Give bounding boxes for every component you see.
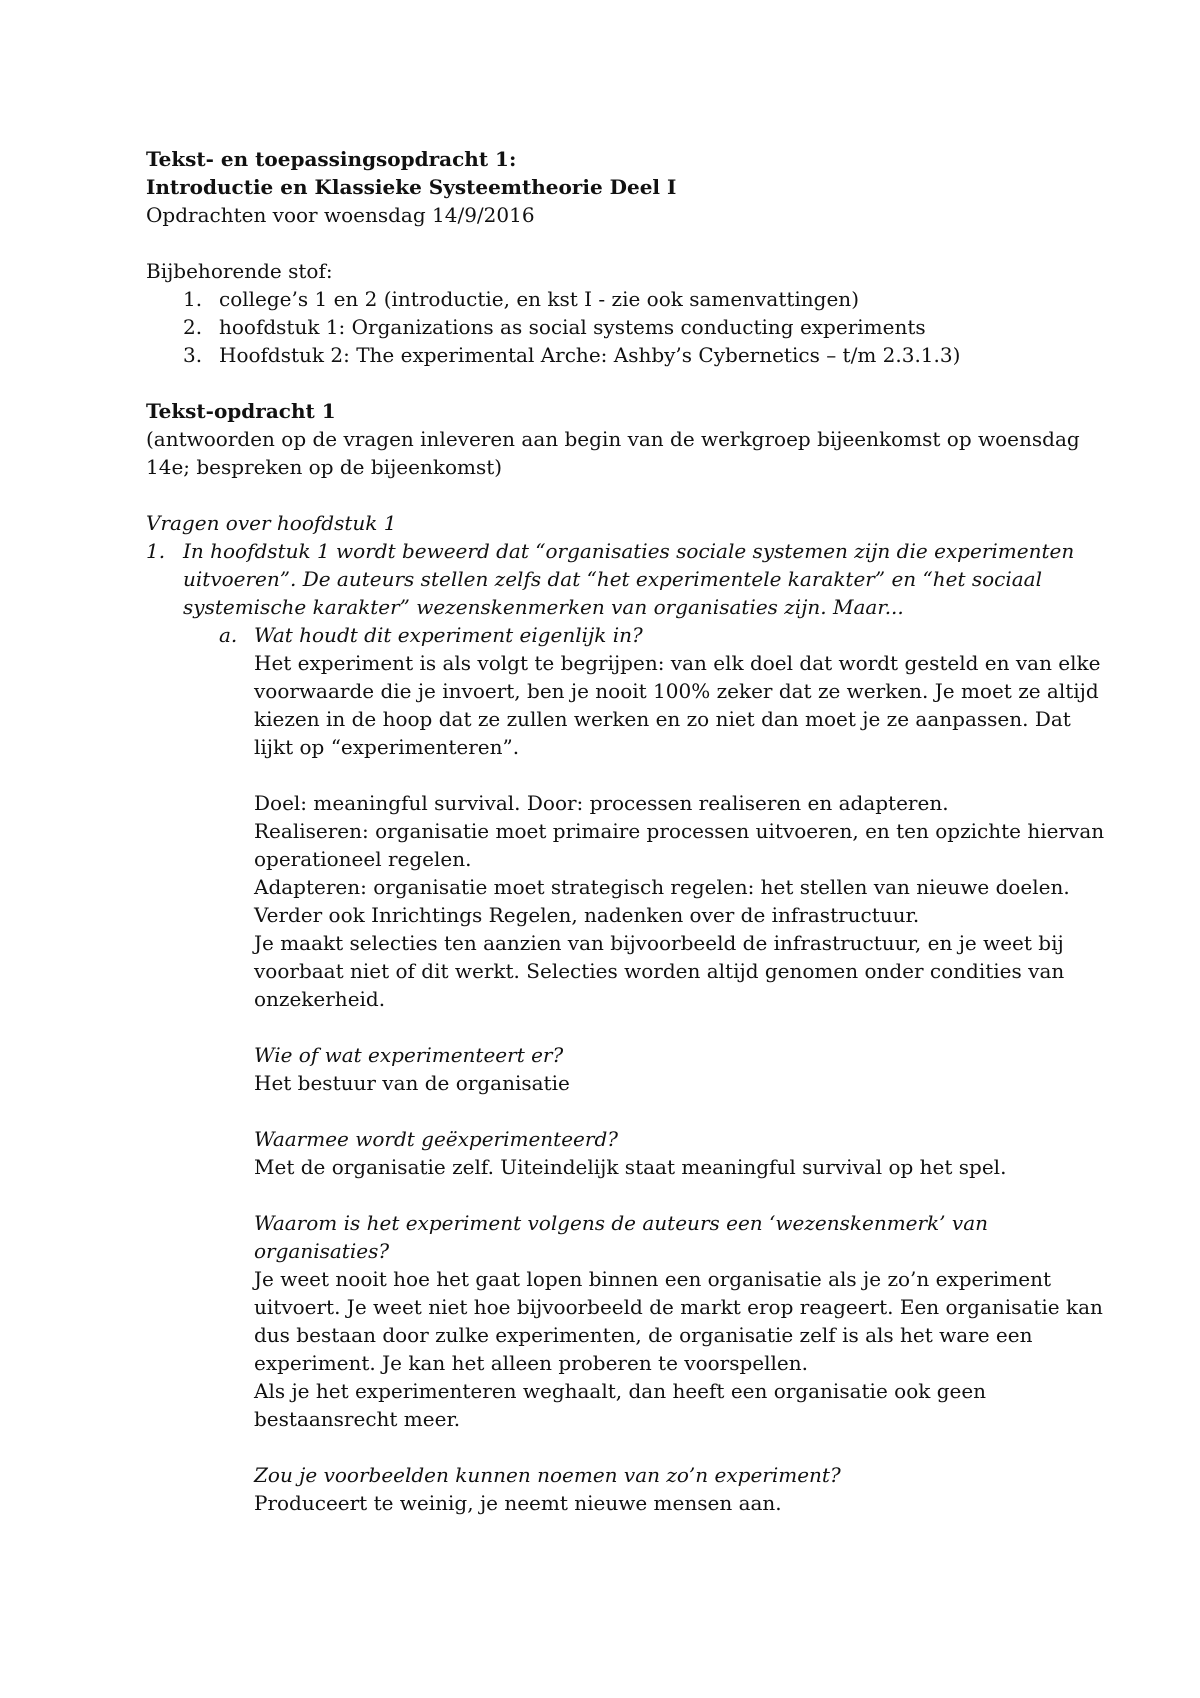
document-subtitle-title: Introductie en Klassieke Systeemtheorie Deel I (146, 175, 677, 199)
question-number: 1. (146, 539, 166, 563)
stof-item-number: 2. (183, 315, 203, 339)
subquestion-text: Zou je voorbeelden kunnen noemen van zo’n experiment? (254, 1463, 841, 1487)
subquestion-text: Wie of wat experimenteert er? (254, 1043, 564, 1067)
note-text: Je maakt selecties ten aanzien van bijvoorbeeld de infrastructuur, en je weet bij (254, 931, 1064, 955)
answer-text: experiment. Je kan het alleen proberen te voorspellen. (254, 1351, 808, 1375)
answer-text: Het bestuur van de organisatie (254, 1071, 570, 1095)
opdracht-instruction: (antwoorden op de vragen inleveren aan begin van de werkgroep bijeenkomst op woensdag (146, 427, 1080, 451)
subquestion-text: Wat houdt dit experiment eigenlijk in? (254, 623, 643, 647)
note-text: Doel: meaningful survival. Door: processen realiseren en adapteren. (254, 791, 949, 815)
note-text: voorbaat niet of dit werkt. Selecties worden altijd genomen onder condities van (254, 959, 1065, 983)
note-text: Verder ook Inrichtings Regelen, nadenken over de infrastructuur. (254, 903, 920, 927)
stof-item-number: 1. (183, 287, 203, 311)
opdracht-heading: Tekst-opdracht 1 (146, 399, 336, 423)
stof-heading: Bijbehorende stof: (146, 259, 333, 283)
answer-text: dus bestaan door zulke experimenten, de organisatie zelf is als het ware een (254, 1323, 1033, 1347)
subquestion-text: Waarom is het experiment volgens de auteurs een ‘wezenskenmerk’ van (254, 1211, 988, 1235)
note-text: operationeel regelen. (254, 847, 472, 871)
note-text: onzekerheid. (254, 987, 386, 1011)
answer-text: lijkt op “experimenteren”. (254, 735, 520, 759)
subquestion-letter: a. (219, 623, 238, 647)
answer-text: voorwaarde die je invoert, ben je nooit 100% zeker dat ze werken. Je moet ze altijd (254, 679, 1099, 703)
question-text: uitvoeren”. De auteurs stellen zelfs dat “het experimentele karakter” en “het sociaal (183, 567, 1043, 591)
stof-item: college’s 1 en 2 (introductie, en kst I - zie ook samenvattingen) (219, 287, 859, 311)
answer-text: Je weet nooit hoe het gaat lopen binnen een organisatie als je zo’n experiment (254, 1267, 1052, 1291)
subquestion-text: organisaties? (254, 1239, 390, 1263)
answer-text: uitvoert. Je weet niet hoe bijvoorbeeld de markt erop reageert. Een organisatie kan (254, 1295, 1103, 1319)
subquestion-text: Waarmee wordt geëxperimenteerd? (254, 1127, 618, 1151)
document-title: Tekst- en toepassingsopdracht 1: (146, 147, 517, 171)
answer-text: Met de organisatie zelf. Uiteindelijk staat meaningful survival op het spel. (254, 1155, 1007, 1179)
note-text: Realiseren: organisatie moet primaire processen uitvoeren, en ten opzichte hiervan (254, 819, 1105, 843)
stof-item: hoofdstuk 1: Organizations as social systems conducting experiments (219, 315, 926, 339)
assignment-date: Opdrachten voor woensdag 14/9/2016 (146, 203, 535, 227)
section-heading: Vragen over hoofdstuk 1 (146, 511, 397, 535)
note-text: Adapteren: organisatie moet strategisch regelen: het stellen van nieuwe doelen. (254, 875, 1070, 899)
answer-text: Als je het experimenteren weghaalt, dan heeft een organisatie ook geen (254, 1379, 987, 1403)
stof-item-number: 3. (183, 343, 203, 367)
answer-text: kiezen in de hoop dat ze zullen werken en zo niet dan moet je ze aanpassen. Dat (254, 707, 1071, 731)
question-text: systemische karakter” wezenskenmerken van organisaties zijn. Maar... (183, 595, 904, 619)
question-text: In hoofdstuk 1 wordt beweerd dat “organisaties sociale systemen zijn die experimenten (183, 539, 1075, 563)
answer-text: bestaansrecht meer. (254, 1407, 461, 1431)
opdracht-instruction: 14e; bespreken op de bijeenkomst) (146, 455, 503, 479)
answer-text: Het experiment is als volgt te begrijpen: van elk doel dat wordt gesteld en van elke (254, 651, 1101, 675)
stof-item: Hoofdstuk 2: The experimental Arche: Ashby’s Cybernetics – t/m 2.3.1.3) (219, 343, 961, 367)
answer-text: Produceert te weinig, je neemt nieuwe mensen aan. (254, 1491, 782, 1515)
